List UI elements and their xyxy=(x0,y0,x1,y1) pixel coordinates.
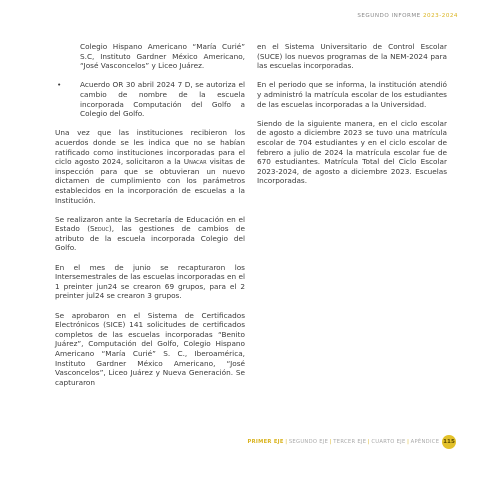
right-paragraph-2: En el periodo que se informa, la institución atendió y administró la matrícula escolar de los estudiantes de las escuelas incorporadas a la Universidad. xyxy=(257,80,447,109)
left-column xyxy=(55,42,245,397)
bullet-item xyxy=(55,80,245,118)
left-paragraph-4: En el mes de junio se recapturaron los Intersemestrales de las escuelas incorporadas en el 1 preinter jun24 se crearon 69 grupos, para el 2 preinter jul24 se crearon 3 grupos. xyxy=(55,262,245,301)
report-year: 2023-2024 xyxy=(423,13,458,19)
bullet-dot-icon: • xyxy=(57,80,62,90)
nav-tercer-eje[interactable]: TERCER EJE xyxy=(333,439,367,445)
p2-text-start: Una vez que las instituciones recibieron los acuerdos donde se les indica que no se habían ratificado como instituciones incorporadas para el ciclo agosto 2024, solicitaron a la xyxy=(55,128,245,167)
left-paragraph-2 xyxy=(55,128,245,205)
page-number-badge: 115 xyxy=(442,435,456,449)
p2-text-end: visitas de inspección para que se obtuvieran un nuevo dictamen de cumplimiento con los parámetros establecidos en la incorporación de escuelas a la Institución. xyxy=(55,157,245,205)
right-paragraph-1: en el Sistema Universitario de Control Escolar (SUCE) los nuevos programas de la NEM-2024 para las escuelas incorporadas. xyxy=(257,42,447,71)
left-paragraph-5: Se aprobaron en el Sistema de Certificados Electrónicos (SICE) 141 solicitudes de certificados completos de las escuelas incorporadas “Benito Juárez”, Computación del Golfo, Colegio Hispano Americano “María Curié” S. C., Iberoamérica, Instituto Gardner México Americano, “José Vasconcelos”, Liceo Juárez y Nueva Generación. Se capturaron xyxy=(55,310,245,387)
bullet-text: Acuerdo OR 30 abril 2024 7 D, se autoriza el cambio de nombre de la escuela incorporada Computación del Golfo a Colegio del Golfo. xyxy=(80,80,245,119)
left-paragraph-3 xyxy=(55,215,245,253)
nav-primer-eje[interactable]: PRIMER EJE xyxy=(247,439,284,445)
nav-cuarto-eje[interactable]: CUARTO EJE xyxy=(371,439,406,445)
left-paragraph-1: Colegio Hispano Americano “María Curié” S.C, Instituto Gardner México Americano, “José Vasconcelos” y Liceo Juárez. xyxy=(80,42,245,71)
right-column xyxy=(257,42,447,196)
report-header xyxy=(357,13,458,19)
nav-apendice[interactable]: APÉNDICE xyxy=(410,439,440,445)
right-paragraph-3: Siendo de la siguiente manera, en el ciclo escolar de agosto a diciembre 2023 se tuvo una matrícula escolar de 704 estudiantes y en el ciclo escolar de febrero a julio de 2024 la matrícula escolar fue de 670 estudiantes. Matrícula Total del Ciclo Escolar 2023-2024, de agosto a diciembre 2023. Escuelas Incorporadas. xyxy=(257,118,447,186)
unacar-acronym: Unacar xyxy=(183,157,207,167)
report-title: SEGUNDO INFORME xyxy=(357,13,421,19)
p3-text-start: Se realizaron ante la Secretaría de Educación en el Estado ( xyxy=(55,214,245,234)
nav-separator: | xyxy=(367,439,370,445)
seduc-acronym: Seduc xyxy=(90,224,109,234)
axis-navigation xyxy=(246,439,441,445)
p3-text-end: ), las gestiones de cambios de atributo de la escuela incorporada Colegio del Golfo. xyxy=(55,224,246,253)
nav-separator: | xyxy=(285,439,288,445)
nav-separator: | xyxy=(407,439,410,445)
nav-separator: | xyxy=(329,439,332,445)
nav-segundo-eje[interactable]: SEGUNDO EJE xyxy=(288,439,329,445)
